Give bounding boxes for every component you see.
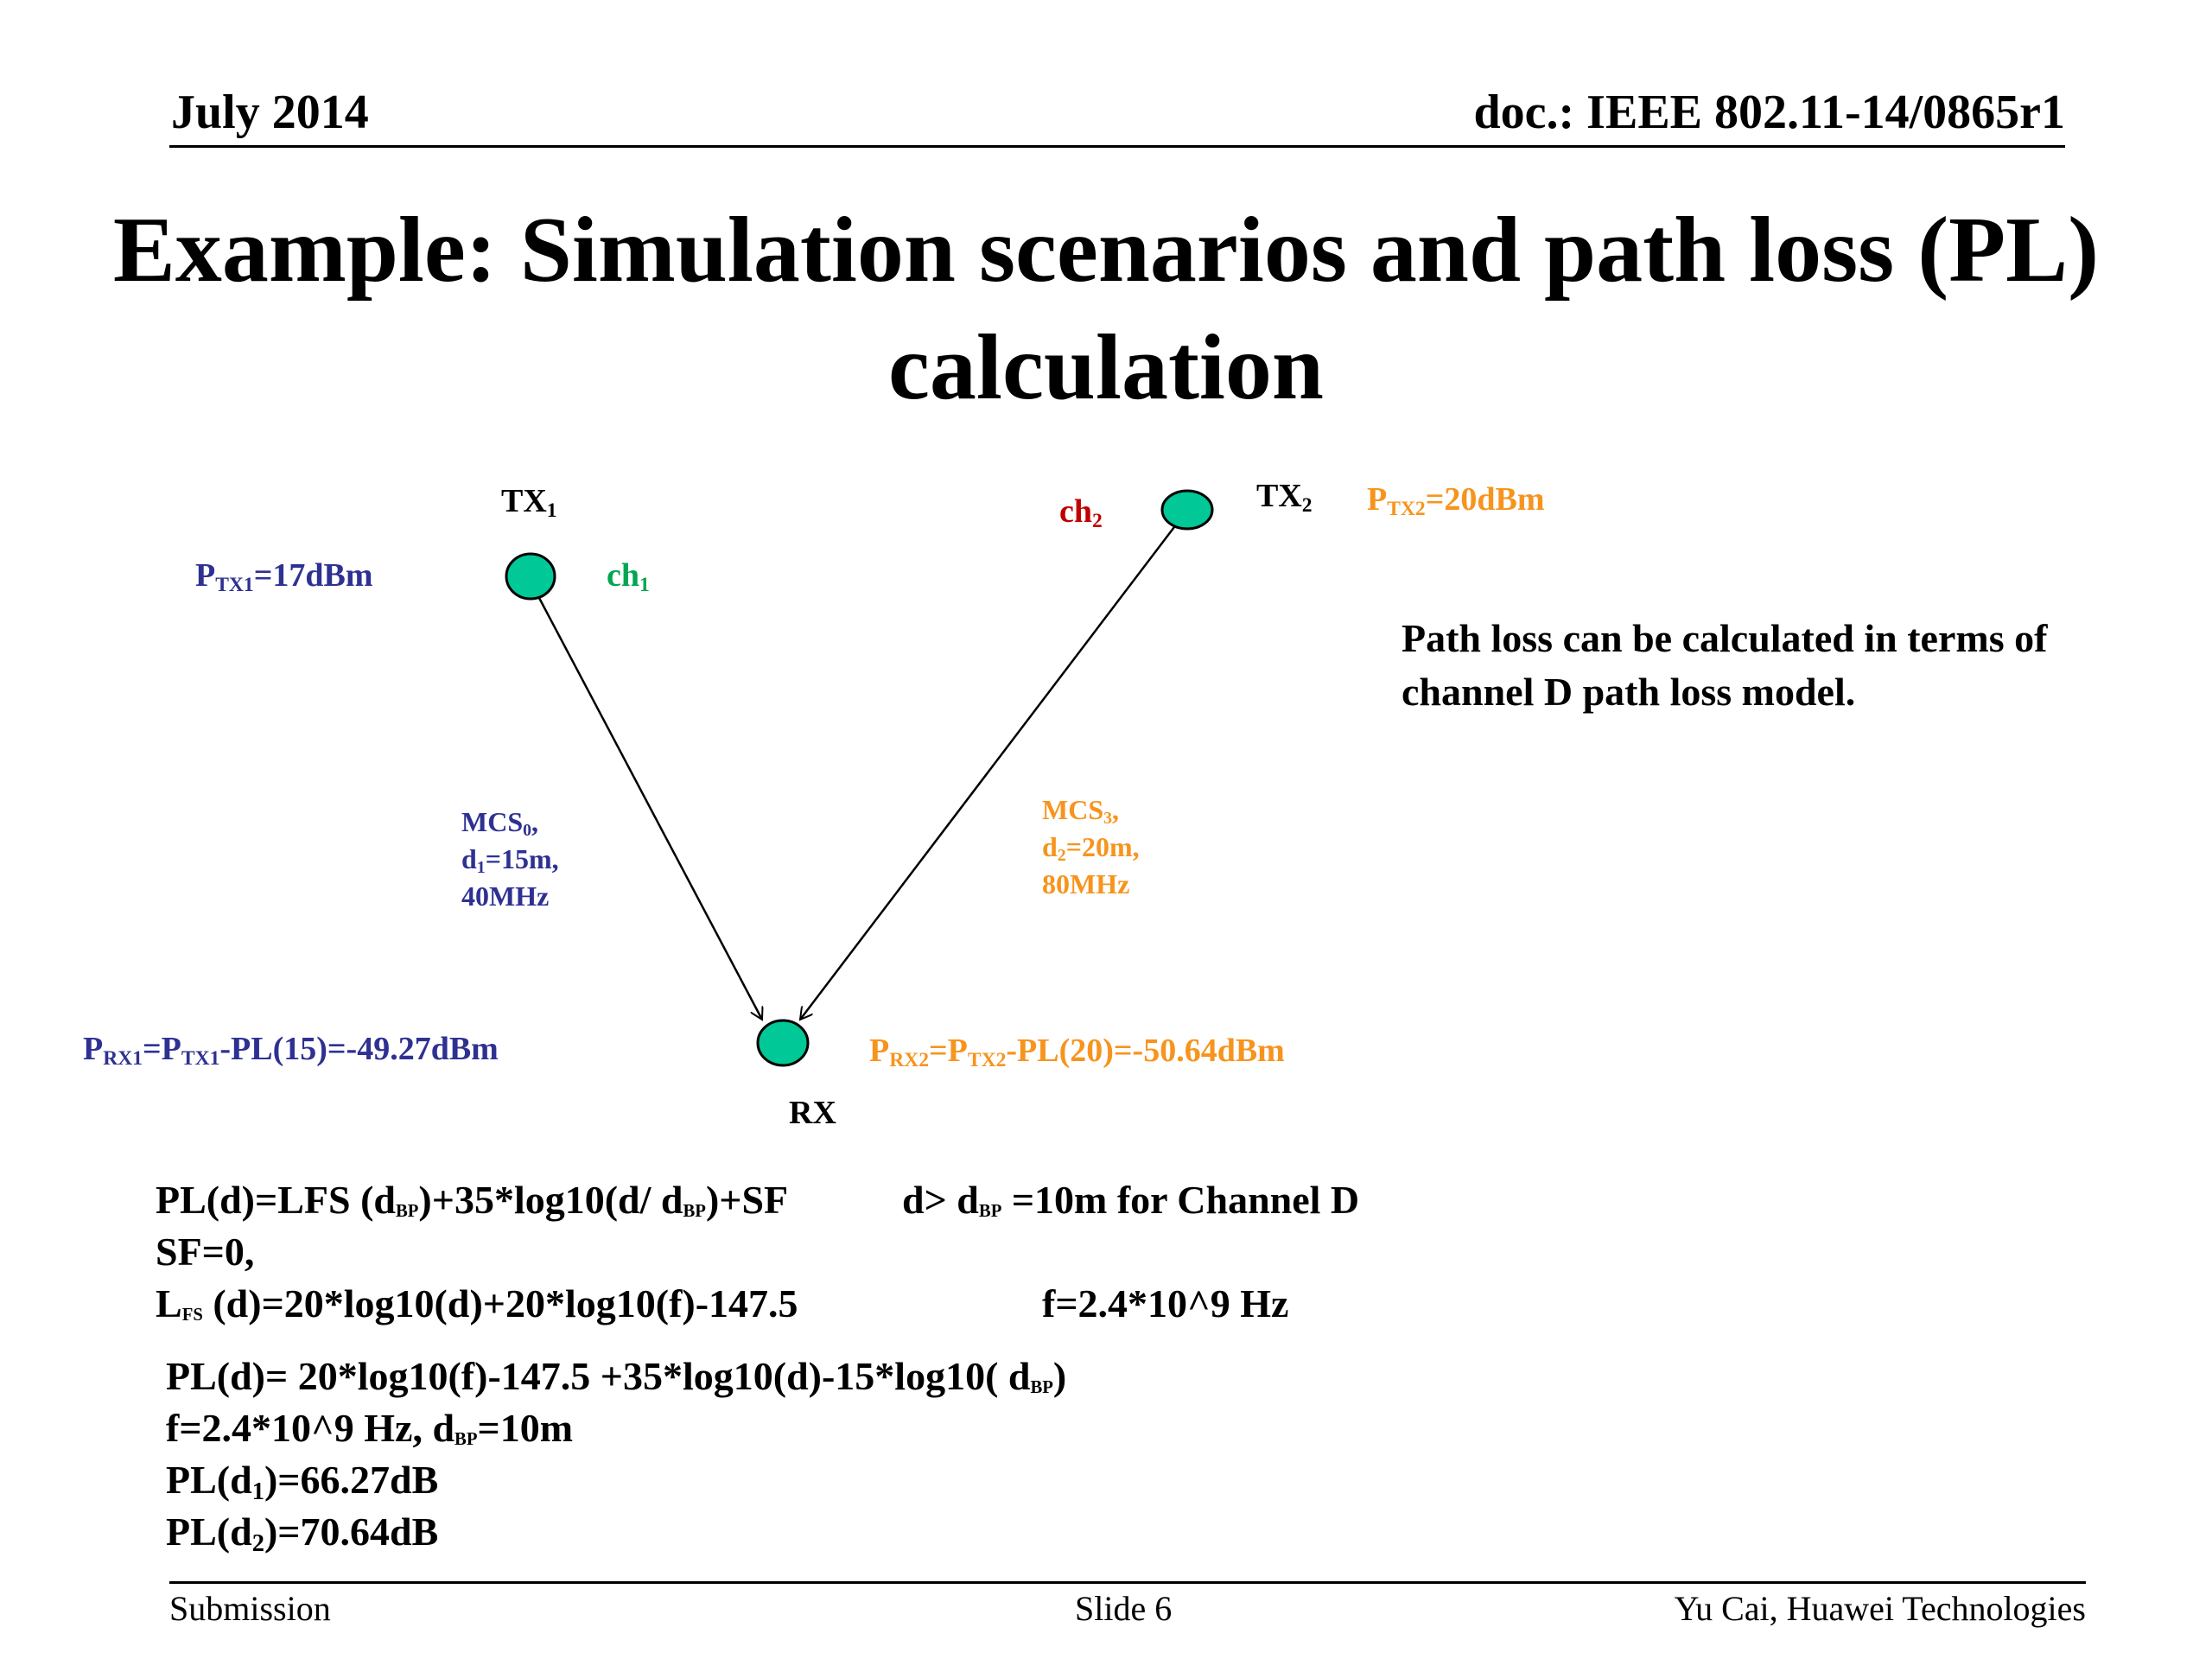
- formula-params: f=2.4*10^9 Hz, dBP=10m: [166, 1406, 574, 1450]
- tx2-label: $TX_2$: [1256, 478, 1313, 517]
- link1-info: $MCS_0$, $d_1=15m$, 40MHz: [461, 806, 559, 912]
- rx-label: RX: [789, 1095, 836, 1131]
- rx-node: [758, 1020, 808, 1065]
- formula-pl: PL(d)=LFS (dBP)+35*log10(d/ dBP)+SF: [156, 1178, 789, 1222]
- header-date: July 2014: [171, 86, 369, 139]
- footer-submission: Submission: [169, 1589, 331, 1628]
- formula-condition: d> dBP =10m for Channel D: [902, 1178, 1360, 1222]
- tx1-label: $TX_1$: [501, 483, 557, 522]
- formula-sf: SF=0,: [156, 1230, 255, 1274]
- formula-pl-d1: $PL(d_1)=66.27dB$: [166, 1458, 439, 1506]
- tx1-power: $P_{TX1}=17dBm$: [195, 557, 373, 596]
- tx2-channel: $ch_2$: [1059, 493, 1103, 532]
- formula-pl-d2: $PL(d_2)=70.64dB$: [166, 1510, 439, 1558]
- rx1-power: $P_{RX1}=P_{TX1}-PL(15)=-49.27dBm$: [83, 1031, 499, 1070]
- formula-lfs: LFS (d)=20*log10(d)+20*log10(f)-147.5: [156, 1281, 798, 1325]
- footer-rule: [169, 1581, 2086, 1584]
- slide-title: Example: Simulation scenarios and path loss (PL) calculation: [112, 199, 2100, 419]
- link2-info: $MCS_3$, $d_2=20m$, 80MHz: [1042, 794, 1140, 899]
- link-tx1-rx: [539, 598, 762, 1020]
- tx2-node: [1162, 491, 1212, 529]
- rx2-power: $P_{RX2}=P_{TX2}-PL(20)=-50.64dBm$: [869, 1033, 1285, 1071]
- tx1-channel: $ch_1$: [607, 557, 650, 596]
- formula-pl-expanded: PL(d)= 20*log10(f)-147.5 +35*log10(d)-15*log10( dBP): [166, 1354, 1067, 1398]
- header-doc-id: doc.: IEEE 802.11-14/0865r1: [1473, 86, 2065, 139]
- footer-slide-number: Slide 6: [1075, 1589, 1173, 1628]
- link-tx2-rx: [800, 524, 1177, 1020]
- tx2-power: $P_{TX2}=20dBm$: [1367, 481, 1545, 520]
- path-loss-note: Path loss can be calculated in terms of channel D path loss model.: [1402, 616, 2048, 714]
- formula-frequency: f=2.4*10^9 Hz: [1042, 1281, 1289, 1325]
- footer-author: Yu Cai, Huawei Technologies: [1674, 1589, 2086, 1628]
- tx1-node: [506, 554, 555, 599]
